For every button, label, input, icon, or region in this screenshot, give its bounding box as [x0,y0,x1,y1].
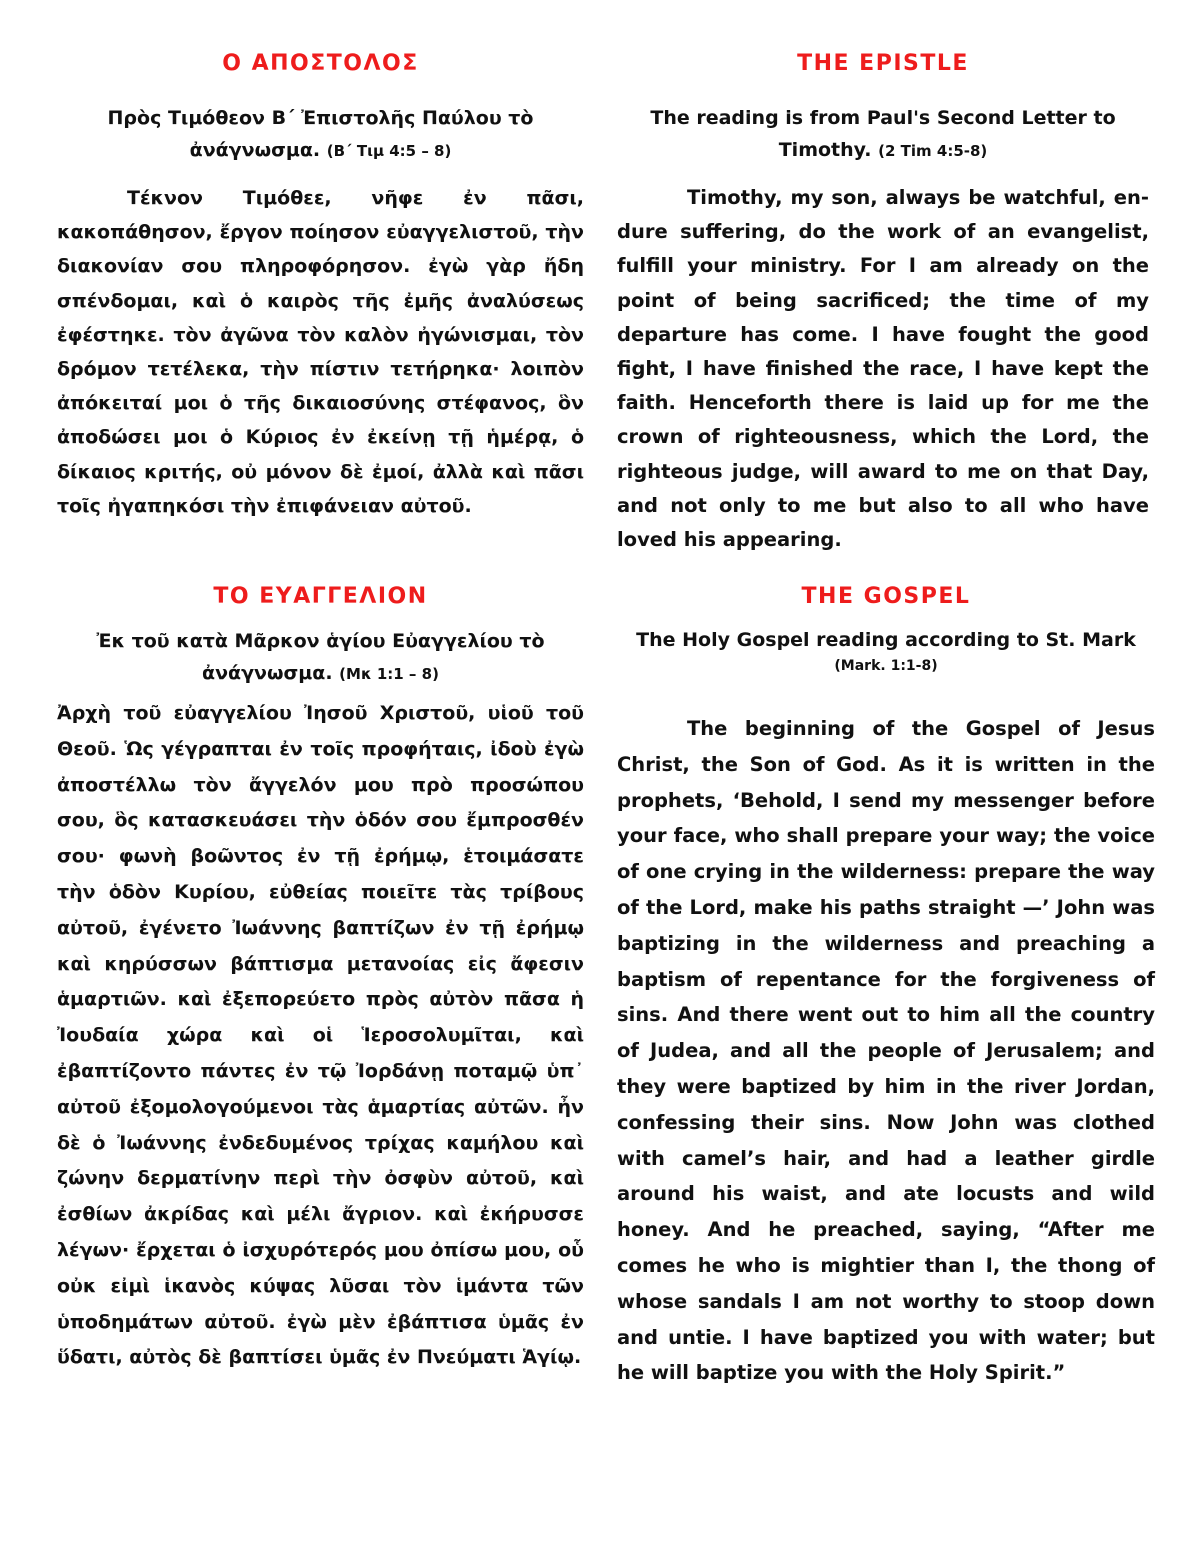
gospel-english-text: The beginning of the Gospel of Jesus Christ, the Son of God. As it is written in the prophets, ‘Behold, I send my messenger before your face, who shall prepare your way; the voice of one crying in the wilderness: prepare the way of the Lord, make his paths straight —’ John was baptizing in the wilderness and preaching a baptism of repentance for the forgiveness of sins. And there went out to him all the country of Judea, and all the people of Jerusalem; and they were baptized by him in the river Jordan, confessing their sins. Now John was clothed with camel’s hair, and had a leather girdle around his waist, and ate locusts and wild honey. And he preached, saying, “After me comes he who is mightier than I, the thong of whose sandals I am not worthy to stoop down and untie. I have baptized you with water; but he will baptize you with the Holy Spirit.” [617,717,1155,1385]
epistle-greek-reference: (Β΄ Τιμ 4:5 – 8) [326,142,452,160]
gospel-english-reference: (Mark. 1:1-8) [834,658,938,674]
gospel-greek-heading: ΤΟ ΕΥΑΓΓΕΛΙΟΝ [213,584,428,609]
gospel-english-heading: THE GOSPEL [801,584,971,609]
gospel-greek-reference: (Μκ 1:1 – 8) [339,665,439,683]
epistle-greek-subtitle-text: Πρὸς Τιμόθεον Β΄ Ἐπιστολῆς Παύλου τὸ ἀνάγνωσμα. [107,107,534,161]
epistle-english-heading: THE EPISTLE [797,51,969,76]
epistle-greek-text: Τέκνον Τιμόθεε, νῆφε ἐν πᾶσι, κακοπάθησον, ἔργον ποίησον εὐαγγελιστοῦ, τὴν διακονίαν σου πληροφόρησον. ἐγὼ γὰρ ἤδη σπένδομαι, καὶ ὁ καιρὸς τῆς ἐμῆς ἀναλύσεως ἐφέστηκε. τὸν ἀγῶνα τὸν καλὸν ἠγώνισμαι, τὸν δρόμον τετέλεκα, τὴν πίστιν τετήρηκα· λοιπὸν ἀπόκειταί μοι ὁ τῆς δικαιοσύνης στέφανος, ὃν ἀποδώσει μοι ὁ Κύριος ἐν ἐκείνῃ τῇ ἡμέρᾳ, ὁ δίκαιος κριτής, οὐ μόνον δὲ ἐμοί, ἀλλὰ καὶ πᾶσι τοῖς ἠγαπηκόσι τὴν ἐπιφάνειαν αὐτοῦ. [57,187,584,517]
gospel-english-subtitle: The Holy Gospel reading according to St. Mark [636,629,1136,651]
epistle-english-section [617,50,1149,557]
epistle-english-subtitle-text: The reading is from Paul's Second Letter to Timothy. [650,107,1116,161]
gospel-greek-section [57,583,584,1376]
gospel-greek-subtitle-text: Ἐκ τοῦ κατὰ Μᾶρκον ἁγίου Εὐαγγελίου τὸ ἀνάγνωσμα. [96,630,545,684]
epistle-english-text: Timothy, my son, always be watchful, endure suffering, do the work of an evangelist, fulfill your ministry. For I am already on the point of being sacrificed; the time of my departure has come. I have fought the good fight, I have finished the race, I have kept the faith. Henceforth there is laid up for me the crown of righteousness, which the Lord, the righteous judge, will award to me on that Day, and not only to me but also to all who have loved his appearing. [617,186,1149,552]
gospel-english-section [617,583,1155,1391]
epistle-greek-section [57,50,584,523]
epistle-greek-heading: Ο ΑΠΟΣΤΟΛΟΣ [222,51,419,76]
epistle-english-subtitle [617,102,1149,167]
gospel-greek-text: Ἀρχὴ τοῦ εὐαγγελίου Ἰησοῦ Χριστοῦ, υἱοῦ τοῦ Θεοῦ. Ὡς γέγραπται ἐν τοῖς προφήταις, ἰδοὺ ἐγὼ ἀποστέλλω τὸν ἄγγελόν μου πρὸ προσώπου σου, ὃς κατασκευάσει τὴν ὁδόν σου ἔμπροσθέν σου· φωνὴ βοῶντος ἐν τῇ ἐρήμῳ, ἑτοιμάσατε τὴν ὁδὸν Κυρίου, εὐθείας ποιεῖτε τὰς τρίβους αὐτοῦ, ἐγένετο Ἰωάννης βαπτίζων ἐν τῇ ἐρήμῳ καὶ κηρύσσων βάπτισμα μετανοίας εἰς ἄφεσιν ἁμαρτιῶν. καὶ ἐξεπορεύετο πρὸς αὐτὸν πᾶσα ἡ Ἰουδαία χώρα καὶ οἱ Ἱεροσολυμῖται, καὶ ἐβαπτίζοντο πάντες ἐν τῷ Ἰορδάνῃ ποταμῷ ὑπ᾿ αὐτοῦ ἐξομολογούμενοι τὰς ἁμαρτίας αὐτῶν. ἦν δὲ ὁ Ἰωάννης ἐνδεδυμένος τρίχας καμήλου καὶ ζώνην δερματίνην περὶ τὴν ὀσφὺν αὐτοῦ, καὶ ἐσθίων ἀκρίδας καὶ μέλι ἄγριον. καὶ ἐκήρυσσε λέγων· ἔρχεται ὁ ἰσχυρότερός μου ὀπίσω μου, οὗ οὐκ εἰμὶ ἱκανὸς κύψας λῦσαι τὸν ἱμάντα τῶν ὑποδημάτων αὐτοῦ. ἐγὼ μὲν ἐβάπτισα ὑμᾶς ἐν ὕδατι, αὐτὸς δὲ βαπτίσει ὑμᾶς ἐν Πνεύματι Ἁγίῳ. [57,702,584,1369]
epistle-english-reference: (2 Tim 4:5-8) [878,142,988,160]
epistle-greek-subtitle [57,102,584,167]
gospel-greek-subtitle [57,625,584,690]
